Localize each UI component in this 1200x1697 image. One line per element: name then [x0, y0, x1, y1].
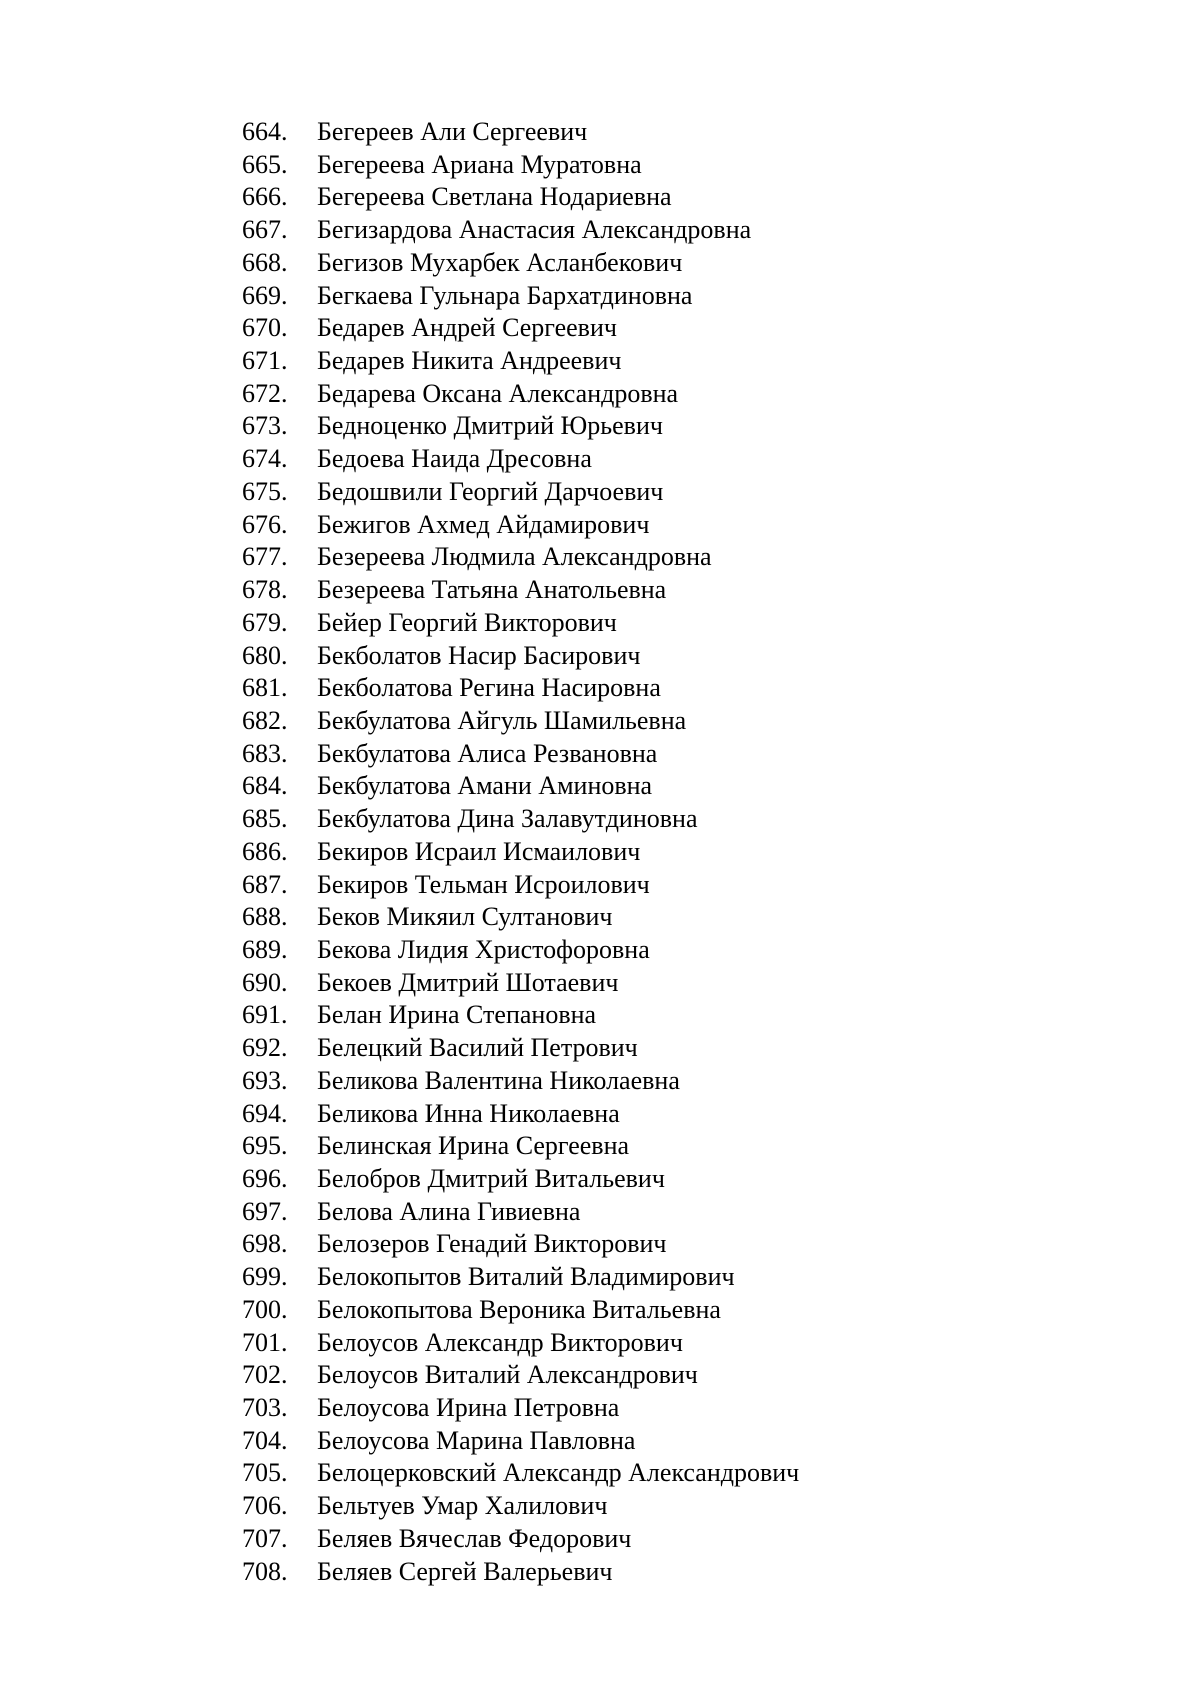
list-item: [242, 640, 799, 673]
entry-name: Бекбулатова Алиса Резвановна: [317, 738, 658, 768]
list-item: [242, 116, 799, 149]
list-item: [242, 901, 799, 934]
list-item: [242, 1425, 799, 1458]
entry-name: Белова Алина Гивиевна: [317, 1196, 581, 1226]
entry-name: Белинская Ирина Сергеевна: [317, 1131, 630, 1161]
entry-name: Белоусова Ирина Петровна: [317, 1393, 620, 1423]
entry-number: 706.: [242, 1491, 288, 1521]
list-item: [242, 967, 799, 1000]
entry-name: Бекболатова Регина Насировна: [317, 673, 661, 703]
list-item: [242, 410, 799, 443]
entry-name: Бегереев Али Сергеевич: [317, 117, 588, 146]
list-item: [242, 345, 799, 378]
entry-name: Бегкаева Гульнара Бархатдиновна: [317, 280, 693, 310]
entry-name: Безереева Людмила Александровна: [317, 542, 712, 572]
entry-number: 692.: [242, 1033, 288, 1063]
entry-number: 687.: [242, 869, 288, 899]
entry-name: Беляев Вячеслав Федорович: [317, 1523, 632, 1553]
list-item: [242, 934, 799, 967]
entry-number: 665.: [242, 149, 288, 179]
list-item: [242, 1130, 799, 1163]
list-item: [242, 1523, 799, 1556]
entry-name: Бекбулатова Дина Залавутдиновна: [317, 804, 698, 834]
list-item: [242, 509, 799, 542]
list-item: [242, 312, 799, 345]
entry-number: 672.: [242, 378, 288, 408]
entry-name: Бекоев Дмитрий Шотаевич: [317, 967, 619, 997]
entry-number: 702.: [242, 1360, 288, 1390]
list-item: [242, 541, 799, 574]
list-item: [242, 1327, 799, 1360]
entry-number: 707.: [242, 1523, 288, 1553]
entry-name: Безереева Татьяна Анатольевна: [317, 575, 667, 605]
entry-number: 705.: [242, 1458, 288, 1488]
entry-name: Белоусов Александр Викторович: [317, 1327, 683, 1357]
list-item: [242, 1065, 799, 1098]
list-item: [242, 1359, 799, 1392]
list-item: [242, 476, 799, 509]
entry-number: 698.: [242, 1229, 288, 1259]
entry-number: 670.: [242, 313, 288, 343]
entry-name: Беляев Сергей Валерьевич: [317, 1556, 613, 1586]
entry-name: Бекиров Тельман Исроилович: [317, 869, 650, 899]
entry-name: Бегизов Мухарбек Асланбекович: [317, 247, 683, 277]
entry-name: Бекиров Исраил Исмаилович: [317, 836, 641, 866]
entry-number: 690.: [242, 967, 288, 997]
entry-number: 676.: [242, 509, 288, 539]
entry-number: 703.: [242, 1393, 288, 1423]
entry-number: 683.: [242, 738, 288, 768]
entry-number: 708.: [242, 1556, 288, 1586]
list-item: [242, 705, 799, 738]
entry-number: 693.: [242, 1065, 288, 1095]
entry-number: 694.: [242, 1098, 288, 1128]
entry-number: 682.: [242, 705, 288, 735]
entry-number: 678.: [242, 575, 288, 605]
list-item: [242, 999, 799, 1032]
entry-number: 681.: [242, 673, 288, 703]
list-item: [242, 181, 799, 214]
entry-number: 688.: [242, 902, 288, 932]
entry-number: 689.: [242, 934, 288, 964]
list-item: [242, 1228, 799, 1261]
entry-number: 684.: [242, 771, 288, 801]
entry-name: Бегизардова Анастасия Александровна: [317, 215, 752, 245]
entry-number: 679.: [242, 607, 288, 637]
list-item: [242, 1556, 799, 1589]
list-item: [242, 443, 799, 476]
entry-number: 699.: [242, 1262, 288, 1292]
list-item: [242, 247, 799, 280]
entry-number: 669.: [242, 280, 288, 310]
entry-number: 666.: [242, 182, 288, 212]
entry-name: Белокопытова Вероника Витальевна: [317, 1294, 721, 1324]
entry-number: 697.: [242, 1196, 288, 1226]
entry-number: 674.: [242, 444, 288, 474]
numbered-name-list: [242, 116, 799, 1588]
list-item: [242, 1490, 799, 1523]
entry-name: Бедноценко Дмитрий Юрьевич: [317, 411, 663, 441]
list-item: [242, 836, 799, 869]
list-item: [242, 1457, 799, 1490]
list-item: [242, 574, 799, 607]
entry-name: Белецкий Василий Петрович: [317, 1033, 638, 1063]
entry-number: 677.: [242, 542, 288, 572]
entry-name: Бедарев Андрей Сергеевич: [317, 313, 617, 343]
entry-number: 668.: [242, 247, 288, 277]
list-item: [242, 1392, 799, 1425]
entry-name: Бежигов Ахмед Айдамирович: [317, 509, 650, 539]
entry-name: Бедошвили Георгий Дарчоевич: [317, 476, 664, 506]
list-item: [242, 869, 799, 902]
entry-number: 691.: [242, 1000, 288, 1030]
entry-name: Белокопытов Виталий Владимирович: [317, 1262, 735, 1292]
list-item: [242, 738, 799, 771]
list-item: [242, 1294, 799, 1327]
entry-name: Бедоева Наида Дресовна: [317, 444, 592, 474]
list-item: [242, 280, 799, 313]
entry-name: Бегереева Ариана Муратовна: [317, 149, 642, 179]
list-item: [242, 672, 799, 705]
entry-name: Беков Микяил Султанович: [317, 902, 613, 932]
entry-name: Бекова Лидия Христофоровна: [317, 934, 650, 964]
entry-name: Белобров Дмитрий Витальевич: [317, 1164, 665, 1193]
list-item: [242, 803, 799, 836]
list-item: [242, 378, 799, 411]
entry-name: Бегереева Светлана Нодариевна: [317, 182, 672, 212]
list-item: [242, 1098, 799, 1131]
entry-name: Бедарева Оксана Александровна: [317, 378, 679, 408]
entry-number: 685.: [242, 804, 288, 834]
entry-name: Белоцерковский Александр Александрович: [317, 1458, 800, 1488]
entry-number: 673.: [242, 411, 288, 441]
entry-number: 700.: [242, 1294, 288, 1324]
list-item: [242, 149, 799, 182]
list-item: [242, 1261, 799, 1294]
entry-name: Бекболатов Насир Басирович: [317, 640, 641, 670]
entry-number: 680.: [242, 640, 288, 670]
entry-name: Бейер Георгий Викторович: [317, 607, 617, 637]
list-item: [242, 770, 799, 803]
list-item: [242, 1196, 799, 1229]
list-item: [242, 214, 799, 247]
entry-number: 686.: [242, 836, 288, 866]
entry-number: 696.: [242, 1164, 288, 1193]
entry-name: Бедарев Никита Андреевич: [317, 346, 622, 376]
entry-number: 704.: [242, 1425, 288, 1455]
entry-name: Беликова Инна Николаевна: [317, 1098, 620, 1128]
entry-name: Белоусов Виталий Александрович: [317, 1360, 698, 1390]
list-item: [242, 1032, 799, 1065]
entry-number: 664.: [242, 117, 288, 146]
entry-number: 675.: [242, 476, 288, 506]
entry-number: 667.: [242, 215, 288, 245]
entry-name: Бекбулатова Айгуль Шамильевна: [317, 705, 687, 735]
entry-name: Белоусова Марина Павловна: [317, 1425, 636, 1455]
list-item: [242, 607, 799, 640]
entry-name: Бельтуев Умар Халилович: [317, 1491, 608, 1521]
entry-name: Белан Ирина Степановна: [317, 1000, 597, 1030]
entry-name: Беликова Валентина Николаевна: [317, 1065, 680, 1095]
entry-number: 701.: [242, 1327, 288, 1357]
list-item: [242, 1163, 799, 1196]
entry-number: 695.: [242, 1131, 288, 1161]
entry-name: Белозеров Генадий Викторович: [317, 1229, 667, 1259]
entry-name: Бекбулатова Амани Аминовна: [317, 771, 653, 801]
entry-number: 671.: [242, 346, 288, 376]
